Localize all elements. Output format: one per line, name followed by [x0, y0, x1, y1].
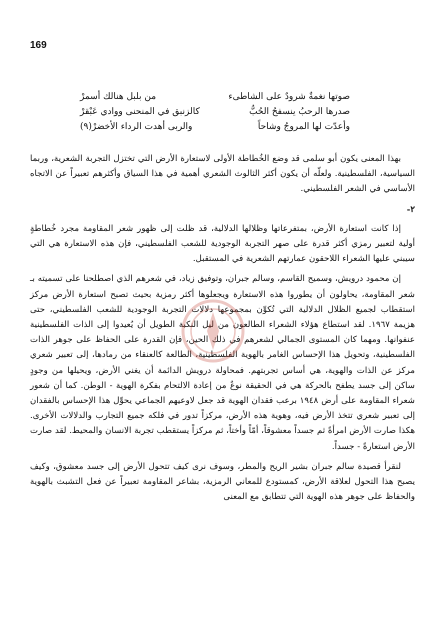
- poem-line: [80, 120, 350, 135]
- poem-hemistich-left: كالزنبق في المنحنى ووادي عَبْقرْ: [80, 107, 200, 117]
- poem-line: [80, 105, 350, 120]
- paragraph: لنقرأ قصيدة سالم جبران بشير الريح والمطر، وسوف نرى كيف تتحول الأرض إلى جسد معشوق، وكيف يصبح هذا التحول لعلاقة الأرض، كمستودع للمعاني الرمزية، بشاعر المقاومة تعبيراً عن فعل التشبث بالهوية والحفاظ على جوهر هذه الهوية التي تتطابق مع المعنى: [30, 461, 415, 503]
- section-number: ٢-: [406, 204, 415, 215]
- poem-hemistich-right: صوتها نغمةٌ شرودٌ على الشاطىء: [228, 92, 350, 102]
- poem-hemistich-right: صدرها الرحبُ ينسفحُ الحُبُّ: [249, 107, 350, 117]
- watermark-logo-icon: [180, 298, 246, 364]
- poem-line: [80, 90, 350, 105]
- page-number: 169: [30, 40, 47, 51]
- poem-hemistich-left: من بلبل هنالك أسمرْ: [80, 92, 157, 102]
- poem-hemistich-right: وأعدّت لها المروجُ وشاحاً: [257, 122, 350, 132]
- paragraph: بهذا المعنى يكون أبو سلمى قد وضع الخُطاطة الأولى لاستعارة الأرض التي تختزل التجربة الشعرية، وربما السياسية، الفلسطينية. ولعلّه أن يكون أكثر الثالوث الشعري أهمية في هذا السياق وأكثرهم تعبيراً عن الاتجاه الأساسي في الشعر الفلسطيني.: [30, 154, 415, 195]
- paragraph: إذا كانت استعارة الأرض، بمتفرعاتها وظلالها الدلالية، قد ظلت إلى ظهور شعر المقاومة مجرد خُطاطةٍ أولية لتعبير رمزي أكثر قدرة على صهر التجربة الوجودية للشعب الفلسطيني، فإن هذه الاستعارة هي التي سيبني عليها الشعراء اللاحقون عمارتهم الشعرية في المستقبل.: [30, 223, 415, 265]
- poem-block: [80, 90, 350, 135]
- paragraph: إن محمود درويش، وسميح القاسم، وسالم جبران، وتوفيق زياد، في شعرهم الذي اصطلحنا على تسميته بـ شعر المقاومة، يحاولون أن يطوروا هذه الاستعارة ويجعلوها أكثر رمزية بحيث تصبح استعارة الأرض مركز استقطاب لجميع الظلال الدلالية التي تُكوِّن بمجموعها دلالات التجربة الوجودية للشعب الفلسطيني، حتى هزيمة ١٩٦٧. لقد استطاع هؤلاء الشعراء الطالعون من ليل النكبة الطويل أن يُعيدوا إلى الذات الفلسطينية عنفوانها. ومهما كان المستوى الجمالي لشعرهم في ذلك الحين، فإن القدرة على الحفاظ على جوهر الذات الفلسطينية، وتحويل هذا الإحساس الغامر بالهوية الفلسطينية، الطالعة كالعنقاء من رمادها، إلى تعبير شعري مركز عن الذات والهوية، هي أساس تجربتهم. فمحاولة درويش الدائمة أن يغني الأرض، ويحيلها من وجودٍ ساكن إلى جسد يطفح بالحركة هي في الحقيقة نوعٌ من إعادة الالتحام بفكرة الهوية - الوطن. كما أن شعور شعراء المقاومة على أرض ١٩٤٨ برعب فقدان الهوية قد جعل لاوعيهم الجماعي يحوِّل هذا الإحساس بالفقدان إلى تعبير شعري تتخذ الأرض فيه، وهوية هذه الأرض، مركزاً تدور في فلكه جميع التجارب والدلالات الأخرى. هكذا صارت الأرض امرأةً ثم جسداً معشوقاً، أمّاً وأختاً، ثم مركزاً يستقطب تجربة الانسان والمحيط. لقد صارت الأرض استعارةً - جسداً.: [30, 274, 415, 452]
- poem-hemistich-left: والربى أهدت الرداء الأخضرْ(٩): [80, 122, 193, 132]
